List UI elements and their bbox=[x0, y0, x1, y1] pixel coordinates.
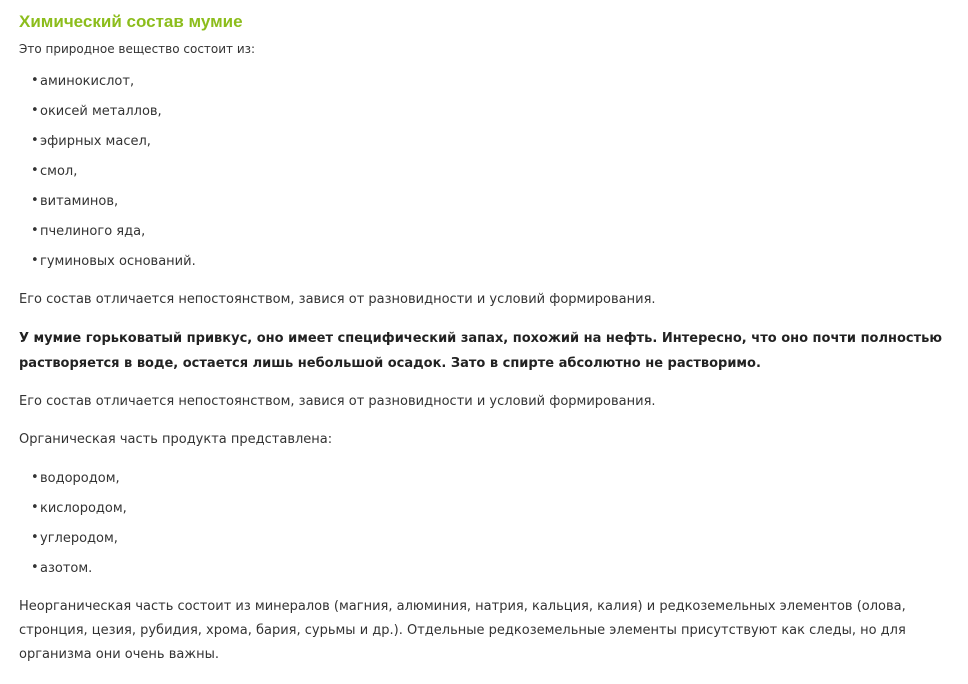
bullet-icon: • bbox=[31, 560, 39, 575]
paragraph-taste-smell: У мумие горьковатый привкус, оно имеет специфический запах, похожий на нефть. Интересно, что оно почти полностью растворяется в воде, остается лишь небольшой осадок. Зато в спирте абсолютно не растворимо. bbox=[19, 331, 943, 371]
list-item-text: эфирных масел, bbox=[40, 134, 151, 149]
composition-list bbox=[19, 73, 959, 271]
list-item bbox=[19, 470, 959, 488]
list-item bbox=[19, 73, 959, 91]
bullet-icon: • bbox=[31, 163, 39, 178]
intro-text: Это природное вещество состоит из: bbox=[19, 42, 256, 56]
organic-elements-list bbox=[19, 470, 959, 578]
article-content bbox=[19, 10, 959, 667]
list-item bbox=[19, 530, 959, 548]
bullet-icon: • bbox=[31, 193, 39, 208]
list-item-text: пчелиного яда, bbox=[40, 224, 146, 239]
list-item-text: смол, bbox=[40, 164, 78, 179]
paragraph-composition-repeat: Его состав отличается непостоянством, завися от разновидности и условий формирования. bbox=[19, 394, 656, 409]
list-item bbox=[19, 223, 959, 241]
list-item bbox=[19, 133, 959, 151]
list-item-text: витаминов, bbox=[40, 194, 119, 209]
paragraph-organic-intro: Органическая часть продукта представлена: bbox=[19, 432, 333, 447]
list-item-text: гуминовых оснований. bbox=[40, 254, 196, 269]
list-item bbox=[19, 193, 959, 211]
list-item-text: кислородом, bbox=[40, 501, 127, 516]
list-item-text: водородом, bbox=[40, 471, 120, 486]
list-item-text: аминокислот, bbox=[40, 74, 135, 89]
list-item bbox=[19, 163, 959, 181]
paragraph-inorganic: Неорганическая часть состоит из минералов (магния, алюминия, натрия, кальция, калия) и редкоземельных элементов (олова, стронция, цезия, рубидия, хрома, бария, сурьмы и др.). Отдельные редкоземельные элементы присутствуют как следы, но для организма они очень важны. bbox=[19, 599, 906, 662]
bullet-icon: • bbox=[31, 103, 39, 118]
bullet-icon: • bbox=[31, 253, 39, 268]
paragraph-composition: Его состав отличается непостоянством, завися от разновидности и условий формирования. bbox=[19, 292, 656, 307]
bullet-icon: • bbox=[31, 223, 39, 238]
list-item bbox=[19, 500, 959, 518]
bullet-icon: • bbox=[31, 470, 39, 485]
list-item bbox=[19, 560, 959, 578]
list-item-text: окисей металлов, bbox=[40, 104, 162, 119]
list-item-text: азотом. bbox=[40, 561, 93, 576]
list-item bbox=[19, 103, 959, 121]
list-item-text: углеродом, bbox=[40, 531, 118, 546]
article-title: Химический состав мумие bbox=[19, 12, 243, 31]
list-item bbox=[19, 253, 959, 271]
bullet-icon: • bbox=[31, 73, 39, 88]
bullet-icon: • bbox=[31, 133, 39, 148]
bullet-icon: • bbox=[31, 500, 39, 515]
bullet-icon: • bbox=[31, 530, 39, 545]
